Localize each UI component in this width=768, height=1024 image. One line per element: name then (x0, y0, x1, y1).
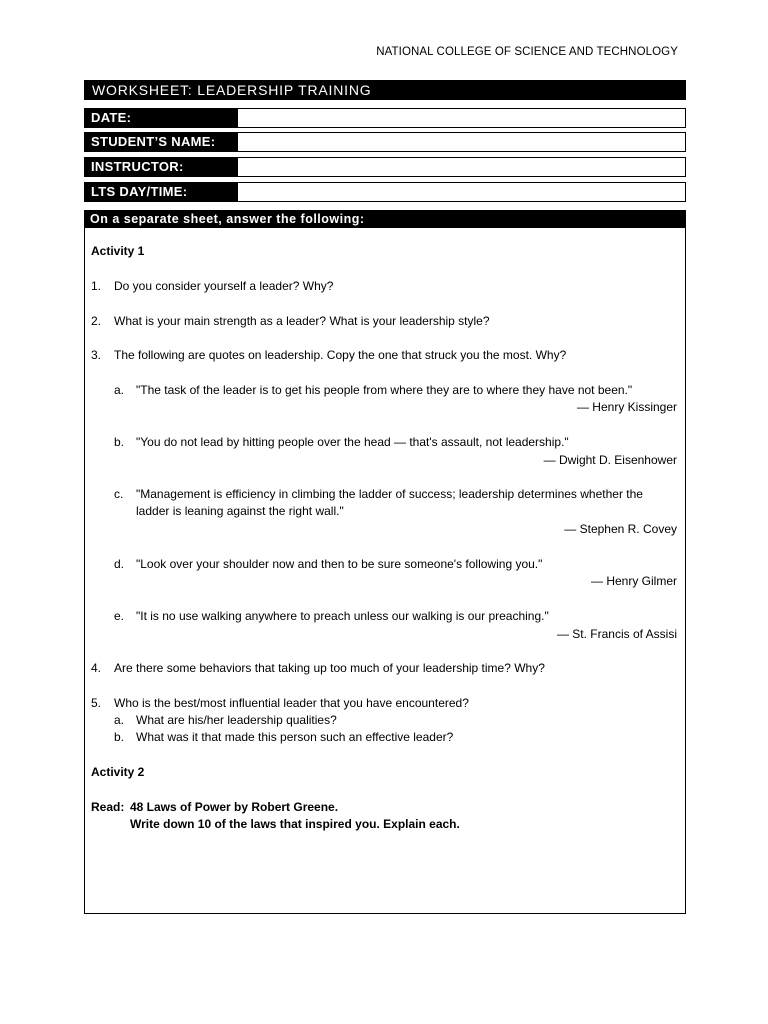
q5-number: 5. (91, 696, 102, 710)
student-name-label: STUDENT’S NAME: (85, 133, 238, 151)
q3-number: 3. (91, 348, 102, 362)
lts-day-time-field[interactable] (238, 183, 685, 201)
q5-b-text: What was it that made this person such an effective leader? (136, 730, 454, 744)
instructor-field[interactable] (238, 158, 685, 176)
read-text: 48 Laws of Power by Robert Greene. (130, 800, 339, 814)
quote-d-author: — Henry Gilmer (590, 574, 677, 588)
activity-2-task: Write down 10 of the laws that inspired you. Explain each. (130, 817, 460, 831)
quote-e-letter: e. (114, 609, 125, 623)
q1-text: Do you consider yourself a leader? Why? (114, 279, 334, 293)
institution-name: NATIONAL COLLEGE OF SCIENCE AND TECHNOLOGY (376, 46, 678, 58)
instructor-row (84, 157, 686, 177)
read-label: Read: (91, 800, 125, 814)
activity-2-heading: Activity 2 (91, 765, 145, 779)
q5-b-letter: b. (114, 730, 125, 744)
quote-b-author: — Dwight D. Eisenhower (543, 453, 677, 467)
quote-d-text: "Look over your shoulder now and then to be sure someone's following you." (136, 557, 543, 571)
student-name-field[interactable] (238, 133, 685, 151)
instructor-label: INSTRUCTOR: (85, 158, 238, 176)
lts-day-time-row (84, 182, 686, 202)
q2-text: What is your main strength as a leader? What is your leadership style? (114, 314, 490, 328)
student-name-row (84, 132, 686, 152)
q1-number: 1. (91, 279, 102, 293)
q3-text: The following are quotes on leadership. Copy the one that struck you the most. Why? (114, 348, 567, 362)
quote-a-letter: a. (114, 383, 125, 397)
instruction-bar: On a separate sheet, answer the following: (84, 210, 686, 228)
quote-c-text-line-2: ladder is leaning against the right wall." (136, 504, 344, 518)
quote-c-author: — Stephen R. Covey (564, 522, 677, 536)
q5-a-text: What are his/her leadership qualities? (136, 713, 337, 727)
quote-b-letter: b. (114, 435, 125, 449)
date-row (84, 108, 686, 128)
activity-1-heading: Activity 1 (91, 244, 145, 258)
content-box (84, 228, 686, 914)
quote-e-author: — St. Francis of Assisi (556, 627, 677, 641)
quote-d-letter: d. (114, 557, 125, 571)
q2-number: 2. (91, 314, 102, 328)
q4-text: Are there some behaviors that taking up too much of your leadership time? Why? (114, 661, 545, 675)
lts-day-time-label: LTS DAY/TIME: (85, 183, 238, 201)
worksheet-title: WORKSHEET: LEADERSHIP TRAINING (84, 80, 686, 100)
q5-a-letter: a. (114, 713, 125, 727)
quote-e-text: "It is no use walking anywhere to preach unless our walking is our preaching." (136, 609, 549, 623)
date-label: DATE: (85, 109, 238, 127)
quote-c-text-line-1: "Management is efficiency in climbing the ladder of success; leadership determines whether the (136, 487, 643, 501)
q4-number: 4. (91, 661, 102, 675)
quote-a-author: — Henry Kissinger (576, 400, 677, 414)
date-field[interactable] (238, 109, 685, 127)
quote-c-letter: c. (114, 487, 124, 501)
q5-text: Who is the best/most influential leader that you have encountered? (114, 696, 469, 710)
quote-a-text: "The task of the leader is to get his people from where they are to where they have not been." (136, 383, 633, 397)
quote-b-text: "You do not lead by hitting people over the head — that's assault, not leadership." (136, 435, 569, 449)
